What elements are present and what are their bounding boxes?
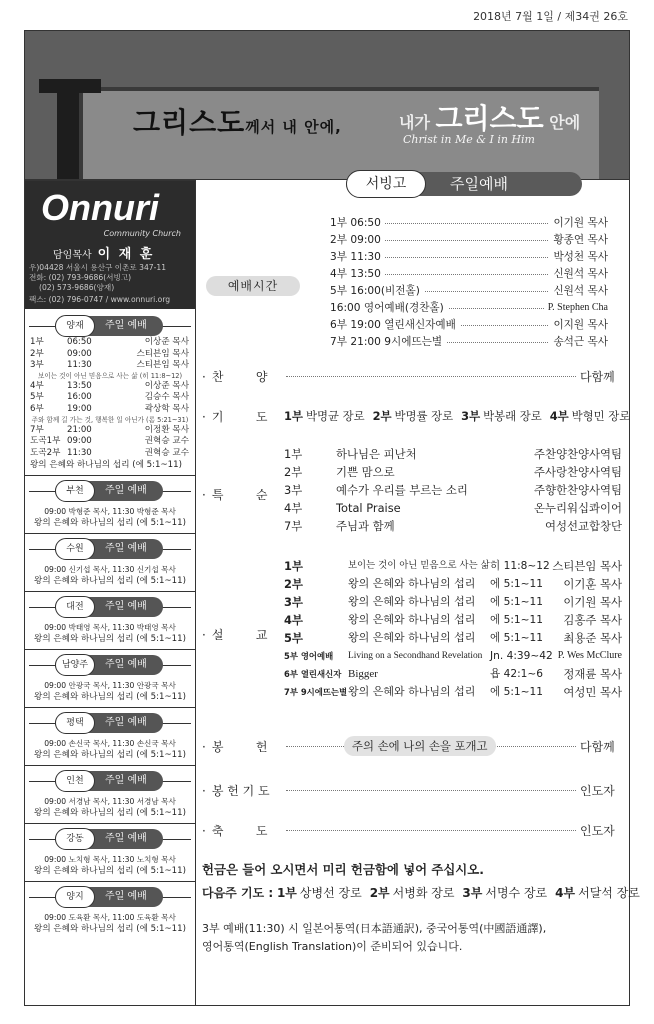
- divider: [25, 765, 195, 766]
- campus-block: [25, 538, 195, 592]
- sermon-title: 왕의 은혜와 하나님의 섭리: [348, 577, 476, 590]
- worship-time-row: [330, 214, 608, 232]
- schedule-row: [25, 448, 195, 460]
- schedule-row: [25, 381, 195, 393]
- service-part: 6부: [30, 403, 44, 414]
- campus-header: [25, 654, 195, 676]
- worship-time: 7부 21:00 9시에뜨는별: [330, 333, 446, 351]
- service-pastor: 스티븐임 목사: [136, 348, 189, 359]
- special-by: 주향한찬양사역팀: [533, 483, 622, 497]
- worship-time: 2부 09:00: [330, 231, 385, 249]
- schedule-row: [25, 392, 195, 404]
- service-time: 19:00: [67, 403, 92, 414]
- worship-time: 6부 19:00 열린새신자예배: [330, 316, 460, 334]
- sermon-title: Living on a Secondhand Revelation: [348, 651, 483, 661]
- sermon-row: [284, 648, 622, 664]
- sermon-part: 3부: [284, 595, 303, 609]
- service-pastor: 김승수 목사: [144, 392, 189, 403]
- campus-name: 부천: [55, 480, 95, 502]
- campus-header-label: 주일 예배: [55, 597, 163, 617]
- divider: [25, 649, 195, 650]
- title-banner: [24, 30, 630, 180]
- campus-schedule: 09:00 손신국 목사, 11:30 손신국 목사: [44, 739, 176, 749]
- sermon-title: 보이는 것이 아닌 믿음으로 사는 삶: [348, 560, 490, 571]
- sermon-note: 주와 함께 길 가는 것, 행복한 일 아닌가 (롬 5:21~31): [31, 415, 189, 424]
- schedule-row: [25, 349, 195, 361]
- service-part: 도곡2부: [30, 447, 61, 458]
- address: 우)04428 서울시 용산구 이촌로 347-11: [29, 263, 167, 272]
- worship-time: 5부 16:00(비전홀): [330, 282, 424, 300]
- special-title: 기쁜 맘으로: [336, 465, 395, 479]
- special-title: 주님과 함께: [336, 519, 395, 533]
- campus-header: [25, 596, 195, 618]
- campus-header-label: 주일 예배: [55, 481, 163, 501]
- sermon-row: [284, 612, 622, 628]
- service-time: 09:00: [67, 436, 92, 447]
- sermon-row: [284, 576, 622, 592]
- service-part: 1부: [30, 337, 44, 347]
- sermon-pastor: 이기원 목사: [563, 595, 622, 609]
- campus-sermon: 왕의 은혜와 하나님의 섭리 (에 5:1~11): [34, 808, 186, 819]
- sermon-note: 보이는 것이 아닌 믿음으로 사는 삶 (히 11:8~12): [37, 371, 183, 380]
- cross-bar: [39, 79, 101, 93]
- prayer-name: 박명률 장로: [394, 409, 454, 423]
- special-by: 온누리워십콰이어: [533, 501, 622, 515]
- next-prayer-part: 1부: [276, 886, 297, 900]
- blessing-value: 인도자: [580, 824, 615, 838]
- sermon-part: 1부: [284, 559, 303, 573]
- sermon-row: [284, 666, 622, 682]
- special-title: Total Praise: [336, 501, 401, 515]
- sermon-ref: Jn. 4:39~42: [490, 650, 553, 662]
- service-time: 21:00: [67, 424, 92, 435]
- service-pastor: 이상준 목사: [144, 337, 189, 347]
- campus-header: [25, 770, 195, 792]
- church-brand: [25, 181, 195, 309]
- campus-sermon: 왕의 은혜와 하나님의 섭리 (에 5:1~11): [34, 576, 186, 587]
- campus-header-label: 주일 예배: [55, 771, 163, 791]
- campus-sermon: 왕의 은혜와 하나님의 섭리 (에 5:1~11): [34, 634, 186, 645]
- main-content: [196, 175, 640, 1006]
- special-label: · 특 순: [202, 488, 268, 502]
- prayer-name: 박봉래 장로: [483, 409, 542, 423]
- special-title: 예수가 우리를 부르는 소리: [336, 483, 468, 497]
- hymn-label: · 찬 양: [202, 370, 268, 384]
- sermon-part: 5부 영어예배: [284, 651, 334, 661]
- prayer-name: 박형민 장로: [571, 409, 631, 423]
- schedule-row: [25, 360, 195, 372]
- service-time: 09:00: [67, 348, 92, 359]
- campus-header-label: 주일 예배: [55, 539, 163, 559]
- sermon-ref: 에 5:1~11: [490, 614, 544, 626]
- campus-schedule: 09:00 신기섭 목사, 11:30 신기섭 목사: [44, 565, 176, 575]
- sermon-pastor: 여성민 목사: [563, 685, 622, 699]
- sermon-part: 7부 9시에뜨는별: [284, 687, 348, 697]
- campus-block: [25, 654, 195, 708]
- campus-schedule: 09:00 도육환 목사, 11:00 도육환 목사: [44, 913, 176, 923]
- church-logo: Onnuri: [41, 187, 159, 228]
- senior-pastor: 담임목사 이 재 훈: [53, 247, 155, 262]
- campus-header: [25, 480, 195, 502]
- divider: [25, 881, 195, 882]
- prayer-part: 3부: [461, 409, 481, 423]
- worship-time: 3부 11:30: [330, 248, 385, 266]
- translation-note-1: 3부 예배(11:30) 시 일본어통역(日本語通訳), 중국어통역(中國語通譯),: [202, 922, 547, 935]
- campus-name: 평택: [55, 712, 95, 734]
- sermon-pastor: 정재륜 목사: [563, 667, 622, 681]
- service-time: 11:30: [67, 360, 92, 371]
- special-row: [284, 482, 622, 498]
- next-prayer-part: 3부: [462, 886, 483, 900]
- church-subtitle: Community Church: [103, 229, 181, 238]
- campus-header-label: 주일 예배: [55, 887, 163, 907]
- campus-schedule: 09:00 노치형 목사, 11:30 노치형 목사: [44, 855, 176, 865]
- campus-sermon: 왕의 은혜와 하나님의 섭리 (에 5:1~11): [34, 518, 186, 529]
- campus-schedule: 09:00 박태영 목사, 11:30 박태영 목사: [44, 623, 176, 633]
- worship-time-row: [330, 333, 608, 351]
- campus-sermon: 왕의 은혜와 하나님의 섭리 (에 5:1~11): [34, 924, 186, 935]
- sermon-row: [284, 558, 622, 574]
- sermon-ref: 히 11:8~12: [490, 560, 550, 572]
- special-row: [284, 446, 622, 462]
- campus-sermon: 왕의 은혜와 하나님의 섭리 (에 5:1~11): [34, 750, 186, 761]
- left-sidebar: [24, 180, 196, 1006]
- worship-pastor: 이기원 목사: [549, 214, 608, 232]
- campus-sermon: 왕의 은혜와 하나님의 섭리 (에 5:1~11): [34, 866, 186, 877]
- sermon-pastor: P. Wes McClure: [557, 650, 622, 661]
- worship-time: 4부 13:50: [330, 265, 385, 283]
- special-by: 주찬양찬양사역팀: [533, 447, 622, 461]
- campus-block: [25, 770, 195, 824]
- service-time: 16:00: [67, 392, 92, 403]
- worship-time-row: [330, 316, 608, 334]
- service-part: 3부: [30, 360, 44, 371]
- prayer-list: [284, 408, 638, 422]
- divider: [25, 707, 195, 708]
- offering-prayer-value: 인도자: [580, 784, 615, 798]
- worship-time-row: [330, 248, 608, 266]
- campus-block: [25, 828, 195, 882]
- worship-pastor: 이지원 목사: [549, 316, 608, 334]
- special-title: 하나님은 피난처: [336, 447, 417, 461]
- service-time: 13:50: [67, 380, 92, 391]
- worship-time: 16:00 영어예배(경찬홀): [330, 299, 448, 317]
- yangjae-header: 주일 예배 양재: [25, 315, 195, 337]
- campus-name: 대전: [55, 596, 95, 618]
- service-time: 06:50: [67, 337, 92, 347]
- campus-badge: 서빙고: [346, 170, 426, 198]
- special-part: 1부: [284, 447, 303, 461]
- next-prayer-name: 상병선 장로: [299, 886, 362, 900]
- sermon-ref: 욥 42:1~6: [490, 668, 544, 680]
- translation-note-2: 영어통역(English Translation)이 준비되어 있습니다.: [202, 940, 463, 953]
- blessing-label: · 축 도: [202, 824, 268, 838]
- campus-name: 인천: [55, 770, 95, 792]
- campus-schedule: 09:00 서경남 목사, 11:30 서경남 목사: [44, 797, 176, 807]
- offering-value: 다함께: [580, 740, 615, 754]
- campus-header: [25, 828, 195, 850]
- worship-time: 1부 06:50: [330, 214, 385, 232]
- service-header: 주일예배: [346, 172, 582, 196]
- special-part: 3부: [284, 483, 303, 497]
- campus-header: [25, 712, 195, 734]
- banner-english: Christ in Me & I in Him: [403, 133, 535, 146]
- special-row: [284, 518, 622, 534]
- sermon-pastor: 최용준 목사: [563, 631, 622, 645]
- issue-date: 2018년 7월 1일 / 제34권 26호: [473, 10, 628, 23]
- divider: [25, 533, 195, 534]
- sermon-ref: 에 5:1~11: [490, 596, 544, 608]
- campus-schedule: 09:00 박형준 목사, 11:30 박형준 목사: [44, 507, 176, 517]
- campus-block: [25, 596, 195, 650]
- offering-label: · 봉 헌: [202, 740, 268, 754]
- campus-header-label: 주일 예배: [55, 713, 163, 733]
- special-row: [284, 464, 622, 480]
- banner-title-right: 내가 그리스도 안에: [399, 102, 581, 135]
- campus-name: 남양주: [55, 654, 95, 676]
- service-pastor: 곽상학 목사: [144, 403, 189, 414]
- schedule-row: [25, 337, 195, 349]
- service-pastor: 이정환 목사: [144, 424, 189, 435]
- service-pastor: 이상준 목사: [144, 380, 189, 391]
- special-by: 여성선교합창단: [544, 519, 622, 533]
- sermon-title: 왕의 은혜와 하나님의 섭리: [348, 631, 476, 644]
- sermon-ref: 에 5:1~11: [490, 686, 544, 698]
- worship-pastor: 박성천 목사: [549, 248, 608, 266]
- phone-2: (02) 573-9686(양재): [39, 283, 115, 292]
- campus-block: [25, 886, 195, 935]
- campus-sermon: 왕의 은혜와 하나님의 섭리 (에 5:1~11): [34, 692, 186, 703]
- next-prayer: 다음주 기도 : 1부 상병선 장로 2부 서병화 장로 3부 서명수 장로 4부 서달석 장로: [202, 886, 640, 900]
- banner-title-left: 그리스도께서 내 안에,: [133, 106, 342, 139]
- schedule-row: [25, 404, 195, 416]
- service-part: 도곡1부: [30, 436, 61, 447]
- sermon-part: 4부: [284, 613, 303, 627]
- schedule-row: [25, 436, 195, 448]
- sermon-title: Bigger: [348, 668, 378, 680]
- worship-pastor: 신원석 목사: [549, 265, 608, 283]
- sermon-label: · 설 교: [202, 628, 268, 642]
- special-part: 7부: [284, 519, 303, 533]
- next-prayer-name: 서명수 장로: [485, 886, 548, 900]
- campus-header-label: 주일 예배: [55, 655, 163, 675]
- sermon-title: 왕의 은혜와 하나님의 섭리: [348, 595, 476, 608]
- schedule-row: [25, 425, 195, 437]
- prayer-name: 박명균 장로: [305, 409, 365, 423]
- sermon-title: 왕의 은혜와 하나님의 섭리: [348, 685, 476, 698]
- prayer-part: 2부: [372, 409, 392, 423]
- worship-time-row: [330, 299, 608, 317]
- prayer-label: · 기 도: [202, 410, 268, 424]
- divider: [25, 823, 195, 824]
- campus-block: [25, 712, 195, 766]
- campus-header: [25, 886, 195, 908]
- special-by: 주사랑찬양사역팀: [533, 465, 622, 479]
- service-part: 7부: [30, 424, 44, 435]
- worship-pastor: P. Stephen Cha: [544, 299, 608, 317]
- sermon-title: 왕의 은혜와 하나님의 섭리: [348, 613, 476, 626]
- sermon-part: 5부: [284, 631, 303, 645]
- next-prayer-part: 2부: [369, 886, 390, 900]
- campus-schedule: 09:00 안광국 목사, 11:30 안광국 목사: [44, 681, 176, 691]
- service-pastor: 스티븐임 목사: [136, 360, 189, 371]
- sermon-title: 왕의 은혜와 하나님의 섭리 (에 5:1~11): [30, 460, 182, 471]
- service-pastor: 권혁승 교수: [144, 447, 189, 458]
- prayer-part: 4부: [549, 409, 569, 423]
- special-part: 4부: [284, 501, 303, 515]
- worship-pastor: 송석근 목사: [549, 333, 608, 351]
- offering-notice: 헌금은 들어 오시면서 미리 헌금함에 넣어 주십시오.: [202, 862, 484, 877]
- campus-name: 양지: [55, 886, 95, 908]
- fax-web: 팩스: (02) 796-0747 / www.onnuri.org: [29, 295, 171, 304]
- service-pastor: 권혁승 교수: [144, 436, 189, 447]
- worship-time-label: 예배시간: [206, 276, 300, 296]
- sermon-ref: 에 5:1~11: [490, 632, 544, 644]
- worship-time-row: [330, 282, 608, 300]
- sermon-pastor: 스티븐임 목사: [552, 559, 622, 573]
- cross-icon: [57, 79, 79, 180]
- campus-name: 강동: [55, 828, 95, 850]
- service-part: 4부: [30, 380, 44, 391]
- service-part: 5부: [30, 392, 44, 403]
- worship-pastor: 신원석 목사: [549, 282, 608, 300]
- special-row: [284, 500, 622, 516]
- campus-header-label: 주일 예배: [55, 829, 163, 849]
- next-prayer-part: 4부: [555, 886, 576, 900]
- worship-time-row: [330, 231, 608, 249]
- prayer-part: 1부: [284, 409, 303, 423]
- next-prayer-name: 서병화 장로: [392, 886, 455, 900]
- campus-header: [25, 538, 195, 560]
- sermon-pastor: 김홍주 목사: [563, 613, 622, 627]
- special-part: 2부: [284, 465, 303, 479]
- yangjae-section: [25, 311, 195, 935]
- hymn-value: 다함께: [580, 370, 615, 384]
- offering-song: 주의 손에 나의 손을 포개고: [344, 736, 496, 756]
- sermon-row: [284, 630, 622, 646]
- sermon-part: 2부: [284, 577, 303, 591]
- next-prayer-name: 서달석 장로: [578, 886, 640, 900]
- sermon-row: [284, 594, 622, 610]
- offering-prayer-label: · 봉 헌 기 도: [202, 784, 270, 798]
- sermon-pastor: 이기훈 목사: [563, 577, 622, 591]
- campus-name: 수원: [55, 538, 95, 560]
- worship-time-row: [330, 265, 608, 283]
- sermon-ref: 에 5:1~11: [490, 578, 544, 590]
- worship-pastor: 황종연 목사: [549, 231, 608, 249]
- sermon-row: [284, 684, 622, 700]
- divider: [25, 591, 195, 592]
- service-time: 11:30: [67, 447, 92, 458]
- sermon-part: 6부 열린새신자: [284, 669, 342, 679]
- phone-1: 전화: (02) 793-9686(서빙고): [29, 273, 132, 282]
- service-part: 2부: [30, 348, 44, 359]
- campus-block: [25, 480, 195, 534]
